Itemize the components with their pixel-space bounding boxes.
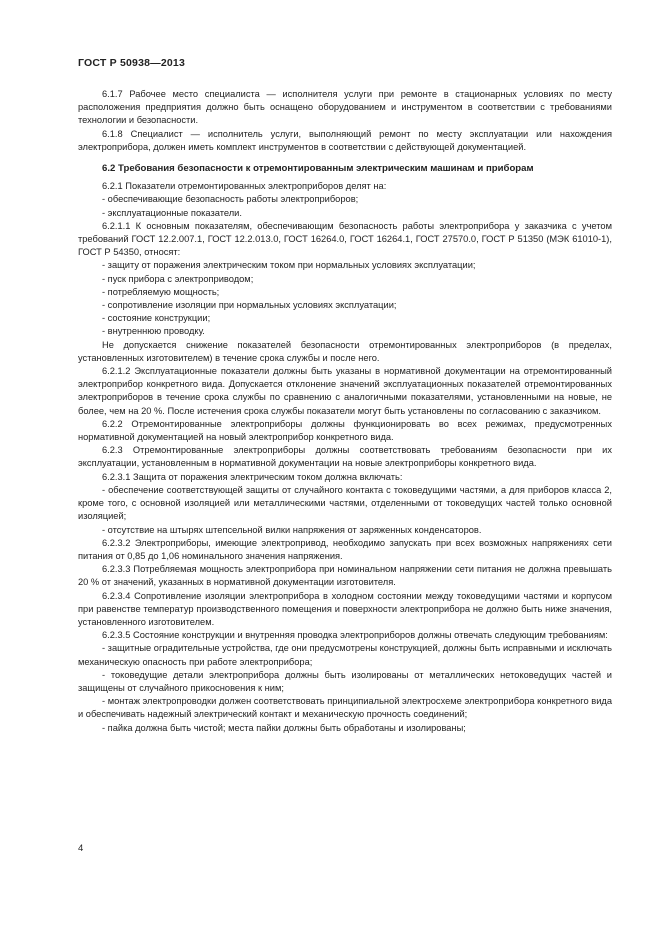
- page-number: 4: [78, 843, 84, 854]
- list-item: - обеспечивающие безопасность работы электроприборов;: [102, 194, 359, 205]
- list-item: - обеспечение соответствующей защиты от случайного контакта с токоведущими частями, а для приборов класса 2, кроме того, с основной изоляцией или металлическими частями, отделенными от токоведущих частей только основной изоляцией;: [78, 484, 612, 522]
- list-item: - эксплуатационные показатели.: [102, 207, 242, 218]
- list-item: - монтаж электропроводки должен соответствовать принципиальной электросхеме электроприбора конкретного вида и обеспечивать надежный электрический контакт и механическую прочность соединений;: [78, 696, 612, 720]
- list-item: - отсутствие на штырях штепсельной вилки напряжения от заряженных конденсаторов.: [102, 524, 482, 535]
- paragraph: Не допускается снижение показателей безопасности отремонтированных электроприборов (в пределах, установленных изготовителем) в течение срока службы и после него.: [78, 339, 612, 363]
- paragraph: 6.2.3.1 Защита от поражения электрическим током должна включать:: [102, 471, 403, 482]
- paragraph: 6.2.3.4 Сопротивление изоляции электроприбора в холодном состоянии между токоведущими частями и корпусом при равенстве температур производственного помещения и поверхности электроприбора не должно быть ниже значения, установленного изготовителем.: [78, 590, 612, 627]
- paragraph: 6.2.1.2 Эксплуатационные показатели должны быть указаны в нормативной документации на отремонтированный электроприбор конкретного вида. Допускается отклонение значений эксплуатационных показателей отремонтированных электроприборов в течение срока службы по сравнению с аналогичными показателями, установленными на новые, не более, чем на 20 %. После истечения срока службы показатели могут быть установлены по согласованию с заказчиком.: [78, 366, 612, 416]
- paragraph: 6.1.8 Специалист — исполнитель услуги, выполняющий ремонт по месту эксплуатации или нахождения электроприбора, должен иметь комплект инструментов в соответствии с действующей документацией.: [78, 128, 612, 152]
- paragraph: 6.2.1.1 К основным показателям, обеспечивающим безопасность работы электроприбора у заказчика с учетом требований ГОСТ 12.2.007.1, ГОСТ 12.2.013.0, ГОСТ 16264.0, ГОСТ 16264.1, ГОСТ 27570.0, ГОСТ Р 51350 (МЭК 61010-1), ГОСТ Р 54350, относят:: [78, 220, 612, 258]
- list-item: - пайка должна быть чистой; места пайки должны быть обработаны и изолированы;: [102, 722, 466, 733]
- section-heading: 6.2 Требования безопасности к отремонтированным электрическим машинам и приборам: [102, 163, 534, 175]
- list-item: - сопротивление изоляции при нормальных условиях эксплуатации;: [102, 300, 397, 311]
- list-item: - защитные оградительные устройства, где они предусмотрены конструкцией, должны быть исправными и исключать механическую опасность при работе электроприбора;: [78, 643, 612, 667]
- list-item: - пуск прибора с электроприводом;: [102, 273, 254, 284]
- list-item: - потребляемую мощность;: [102, 286, 220, 297]
- paragraph: 6.2.2 Отремонтированные электроприборы должны функционировать во всех режимах, предусмотренных нормативной документацией на новый электроприбор конкретного вида.: [78, 418, 612, 443]
- list-item: - токоведущие детали электроприбора должны быть изолированы от металлических нетоковедущих частей и защищены от случайного прикосновения к ним;: [78, 669, 612, 693]
- paragraph: 6.2.3.3 Потребляемая мощность электроприбора при номинальном напряжении сети питания не должна превышать 20 % от значений, указанных в нормативной документации изготовителя.: [78, 564, 612, 588]
- paragraph: 6.2.3 Отремонтированные электроприборы должны соответствовать требованиям безопасности при их эксплуатации, установленным в нормативной документации на новые электроприборы конкретного вида.: [78, 445, 612, 469]
- document-header: ГОСТ Р 50938—2013: [78, 57, 186, 69]
- paragraph: 6.2.3.2 Электроприборы, имеющие электропривод, необходимо запускать при всех возможных напряжениях сети питания от 0,85 до 1,06 номинального значения напряжения.: [78, 537, 612, 561]
- list-item: - состояние конструкции;: [102, 313, 211, 324]
- paragraph: 6.1.7 Рабочее место специалиста — исполнителя услуги при ремонте в стационарных условиях по месту расположения предприятия должно быть оснащено оборудованием и инструментом в соответствии с требованиями технологии и безопасности.: [78, 89, 612, 126]
- list-item: - внутреннюю проводку.: [102, 326, 205, 337]
- document-body: [78, 88, 612, 735]
- paragraph: 6.2.3.5 Состояние конструкции и внутренняя проводка электроприборов должны отвечать следующим требованиям:: [102, 630, 608, 641]
- paragraph: 6.2.1 Показатели отремонтированных электроприборов делят на:: [102, 181, 387, 192]
- list-item: - защиту от поражения электрическим током при нормальных условиях эксплуатации;: [102, 260, 476, 271]
